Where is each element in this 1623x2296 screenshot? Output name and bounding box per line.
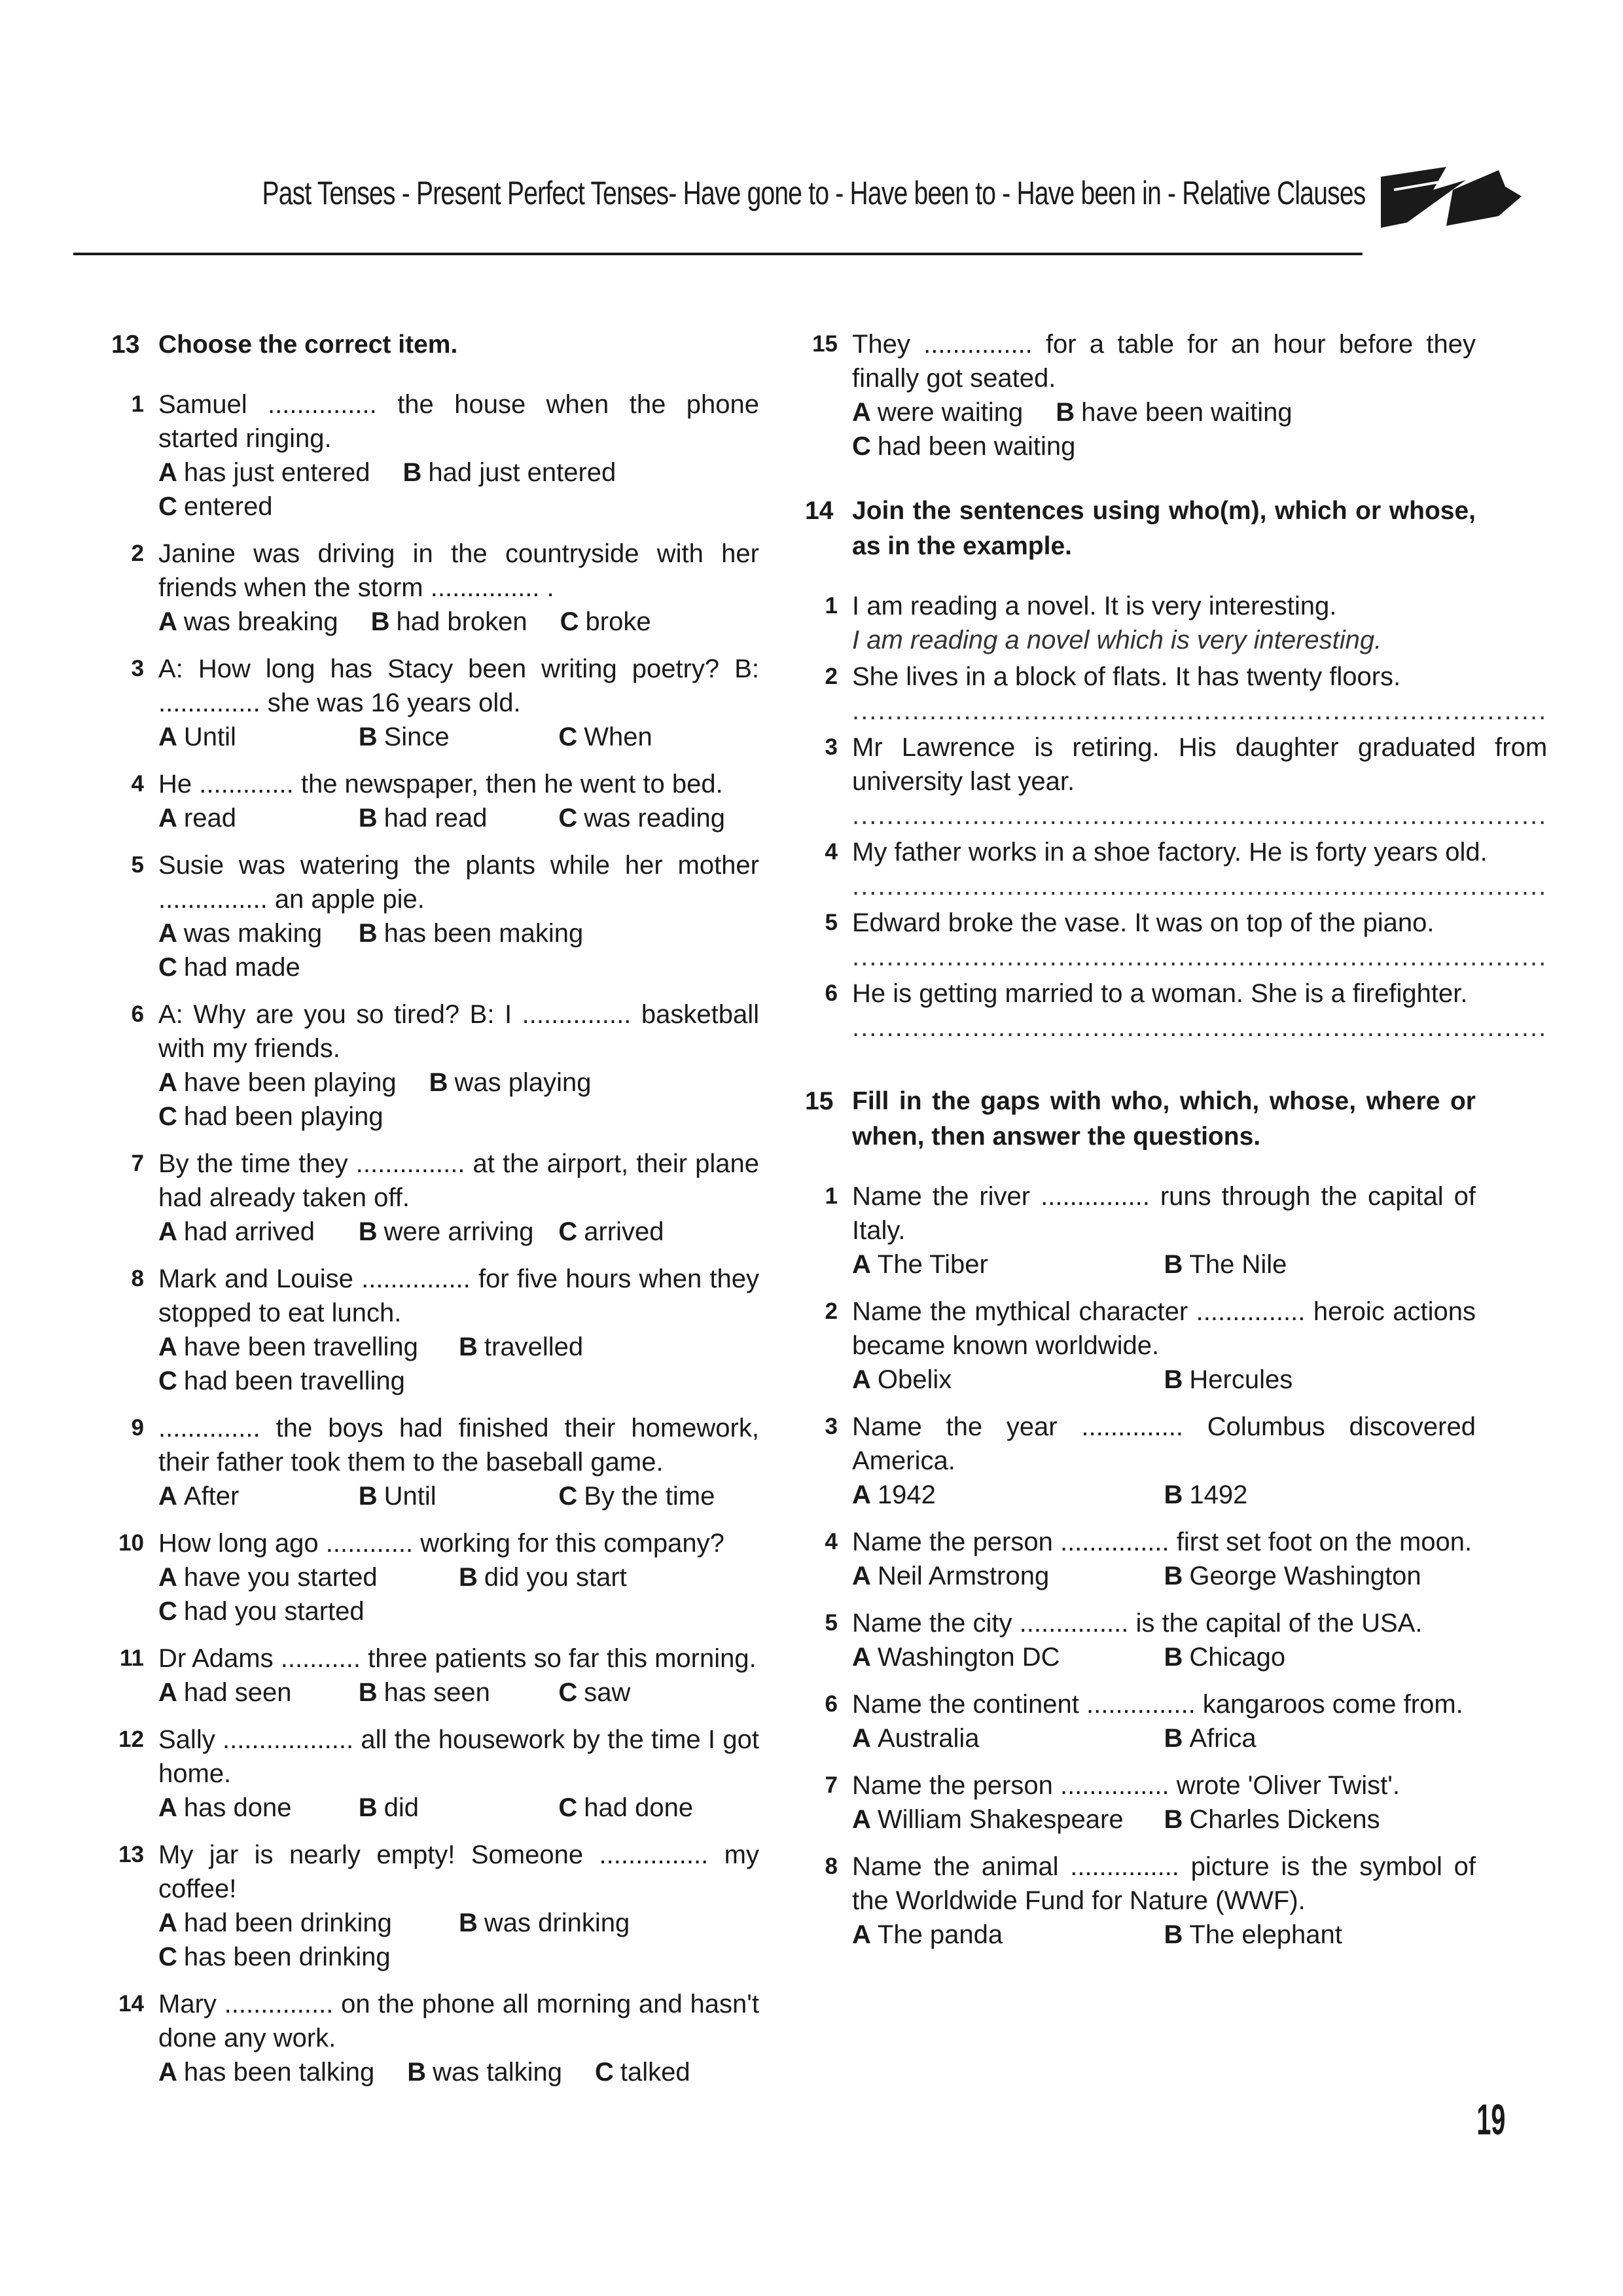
question-number: 1 xyxy=(131,391,144,417)
question-text: Susie was watering the plants while her mother ............... an apple pie. xyxy=(158,851,759,914)
question-text: He ............. the newspaper, then he went to bed. xyxy=(158,770,723,798)
question-item xyxy=(111,1411,759,1513)
option-b[interactable]: B have been waiting xyxy=(1056,398,1293,427)
option-a[interactable]: A were waiting xyxy=(852,398,1024,427)
question-text: Name the mythical character ............... heroic actions became known worldwide. xyxy=(852,1297,1476,1360)
option-a[interactable]: A read xyxy=(158,804,236,833)
option-a[interactable]: A The panda xyxy=(852,1920,1003,1949)
question-number: 12 xyxy=(118,1727,144,1752)
question-item xyxy=(111,848,759,984)
question-text: Name the animal ............... picture is the symbol of the Worldwide Fund for Nature (WWF). xyxy=(852,1852,1476,1915)
option-c[interactable]: C broke xyxy=(560,607,651,636)
question-text: Name the person ............... wrote 'Oliver Twist'. xyxy=(852,1771,1400,1800)
question-text: Mary ............... on the phone all morning and hasn't done any work. xyxy=(158,1990,759,2053)
unit-logo-icon xyxy=(1368,151,1525,242)
question-text: Name the continent ............... kangaroos come from. xyxy=(852,1690,1463,1719)
header-title: Past Tenses - Present Perfect Tenses- Have gone to - Have been to - Have been in - Relative Clauses xyxy=(262,175,1365,211)
question-number: 6 xyxy=(825,1691,838,1717)
option-a[interactable]: A Washington DC xyxy=(852,1643,1060,1672)
question-number: 4 xyxy=(131,771,144,797)
option-c[interactable]: C saw xyxy=(558,1678,631,1707)
question-item xyxy=(805,1410,1476,1512)
answer-line[interactable]: ................................................................................. xyxy=(852,872,1548,901)
question-number: 3 xyxy=(131,656,144,681)
question-text: Janine was driving in the countryside with her friends when the storm ............... . xyxy=(158,539,759,602)
answer-line[interactable]: ................................................................................. xyxy=(852,942,1548,971)
exercise-13-heading xyxy=(111,327,759,363)
question-text: .............. the boys had finished their homework, their father took them to the baseball game. xyxy=(158,1414,759,1477)
option-b[interactable]: B has seen xyxy=(358,1678,490,1707)
question-number: 11 xyxy=(120,1645,144,1671)
question-item xyxy=(111,1526,759,1628)
question-text: My jar is nearly empty! Someone ............... my coffee! xyxy=(158,1840,759,1903)
option-a[interactable]: A 1942 xyxy=(852,1480,936,1509)
question-text: They ............... for a table for an hour before they finally got seated. xyxy=(852,330,1476,393)
option-a[interactable]: A had seen xyxy=(158,1678,292,1707)
option-c[interactable]: C has been drinking xyxy=(158,1943,391,1971)
question-number: 6 xyxy=(131,1001,144,1027)
option-c[interactable]: C When xyxy=(558,723,652,751)
exercise-15-heading xyxy=(805,1084,1476,1155)
option-a[interactable]: A The Tiber xyxy=(852,1250,988,1279)
option-b[interactable]: B has been making xyxy=(358,919,584,948)
question-text: A: Why are you so tired? B: I ............... basketball with my friends. xyxy=(158,1000,759,1063)
question-number: 10 xyxy=(118,1530,144,1556)
option-b[interactable]: B had read xyxy=(358,804,488,833)
example-answer: I am reading a novel which is very interesting. xyxy=(852,626,1382,655)
option-c[interactable]: C had you started xyxy=(158,1597,365,1626)
option-c[interactable]: C entered xyxy=(158,492,273,521)
option-a[interactable]: A had been drinking xyxy=(158,1909,392,1937)
question-item xyxy=(111,1262,759,1398)
question-number: 4 xyxy=(825,1529,838,1554)
option-c[interactable]: C had done xyxy=(558,1793,694,1822)
exercise-number: 13 xyxy=(111,331,140,359)
exercise-instruction: Join the sentences using who(m), which or whose, as in the example. xyxy=(852,497,1476,560)
option-b[interactable]: B Africa xyxy=(1164,1724,1257,1753)
question-text: Name the person ............... first set foot on the moon. xyxy=(852,1528,1472,1556)
question-number: 14 xyxy=(118,1991,144,2017)
option-b[interactable]: B was playing xyxy=(429,1068,592,1097)
option-a[interactable]: A had arrived xyxy=(158,1217,315,1246)
option-b[interactable]: B George Washington xyxy=(1164,1562,1421,1590)
option-a[interactable]: A Obelix xyxy=(852,1365,952,1394)
option-b[interactable]: B did you start xyxy=(459,1563,627,1592)
option-a[interactable]: A has done xyxy=(158,1793,292,1822)
sentence-item xyxy=(805,906,1548,974)
right-column xyxy=(805,327,1548,1965)
answer-line[interactable]: ................................................................................. xyxy=(852,801,1548,830)
sentence-text: I am reading a novel. It is very interesting. xyxy=(852,592,1337,620)
question-text: Name the river ............... runs through the capital of Italy. xyxy=(852,1182,1476,1245)
option-a[interactable]: A After xyxy=(158,1482,240,1511)
sentence-item xyxy=(805,835,1548,903)
option-a[interactable]: A have been playing xyxy=(158,1068,397,1097)
answer-line[interactable]: ................................................................................. xyxy=(852,696,1548,725)
option-a[interactable]: A have been travelling xyxy=(158,1333,418,1361)
question-text: Name the year .............. Columbus discovered America. xyxy=(852,1412,1476,1475)
sentence-text: Mr Lawrence is retiring. His daughter graduated from university last year. xyxy=(852,733,1548,796)
question-text: Sally .................. all the housework by the time I got home. xyxy=(158,1725,759,1788)
question-item xyxy=(111,1987,759,2089)
question-text: Name the city ............... is the capital of the USA. xyxy=(852,1609,1423,1638)
sentence-item xyxy=(805,589,1476,657)
exercise-number: 14 xyxy=(805,497,834,525)
option-a[interactable]: A have you started xyxy=(158,1563,378,1592)
question-item xyxy=(805,1687,1476,1755)
exercise-number: 15 xyxy=(805,1087,834,1115)
exercise-instruction: Fill in the gaps with who, which, whose, where or when, then answer the questions. xyxy=(852,1087,1476,1151)
option-a[interactable]: A Australia xyxy=(852,1724,980,1753)
question-item xyxy=(111,387,759,524)
option-c[interactable]: C had been waiting xyxy=(852,432,1076,461)
option-b[interactable]: B had just entered xyxy=(402,458,616,487)
question-number: 8 xyxy=(131,1266,144,1291)
option-b[interactable]: B The elephant xyxy=(1164,1920,1342,1949)
option-b[interactable]: B travelled xyxy=(459,1333,584,1361)
option-c[interactable]: C had been travelling xyxy=(158,1367,405,1395)
question-item xyxy=(805,1295,1476,1397)
question-number: 9 xyxy=(131,1415,144,1441)
option-b[interactable]: B was drinking xyxy=(459,1909,630,1937)
option-a[interactable]: A was making xyxy=(158,919,323,948)
question-item xyxy=(111,1147,759,1249)
exercise-instruction: Choose the correct item. xyxy=(158,331,458,359)
option-b[interactable]: B 1492 xyxy=(1164,1480,1248,1509)
question-item xyxy=(805,1850,1476,1952)
option-c[interactable]: C had made xyxy=(158,953,300,982)
option-b[interactable]: B Chicago xyxy=(1164,1643,1286,1672)
question-text: By the time they ............... at the airport, their plane had already taken off. xyxy=(158,1149,759,1212)
option-c[interactable]: C had been playing xyxy=(158,1102,383,1131)
question-text: How long ago ............ working for this company? xyxy=(158,1529,724,1558)
option-b[interactable]: B Since xyxy=(358,723,450,751)
question-item xyxy=(805,1768,1476,1837)
option-b[interactable]: B Until xyxy=(358,1482,437,1511)
question-item xyxy=(805,1179,1476,1282)
question-number: 3 xyxy=(825,1414,838,1439)
question-item xyxy=(805,1606,1476,1674)
question-item xyxy=(111,1641,759,1710)
option-c[interactable]: C was reading xyxy=(558,804,725,833)
option-b[interactable]: B The Nile xyxy=(1164,1250,1287,1279)
left-column xyxy=(111,327,759,2102)
sentence-item xyxy=(805,730,1548,833)
sentence-text: My father works in a shoe factory. He is forty years old. xyxy=(852,838,1488,867)
option-a[interactable]: A has just entered xyxy=(158,458,370,487)
option-a[interactable]: A Neil Armstrong xyxy=(852,1562,1050,1590)
question-text: Dr Adams ........... three patients so far this morning. xyxy=(158,1644,757,1673)
option-a[interactable]: A has been talking xyxy=(158,2058,375,2087)
question-text: A: How long has Stacy been writing poetry? B: .............. she was 16 years old. xyxy=(158,655,759,717)
question-number: 1 xyxy=(825,593,838,619)
option-c[interactable]: C talked xyxy=(594,2058,690,2087)
option-c[interactable]: C By the time xyxy=(558,1482,715,1511)
option-b[interactable]: B was talking xyxy=(407,2058,562,2087)
sentence-text: She lives in a block of flats. It has twenty floors. xyxy=(852,662,1401,691)
sentence-item xyxy=(805,977,1548,1045)
question-number: 7 xyxy=(131,1151,144,1176)
question-number: 2 xyxy=(825,664,838,689)
option-c[interactable]: C arrived xyxy=(558,1217,664,1246)
question-item xyxy=(805,1525,1476,1593)
question-number: 8 xyxy=(825,1854,838,1879)
sentence-item xyxy=(805,660,1548,728)
question-number: 2 xyxy=(131,541,144,566)
question-item xyxy=(111,767,759,835)
question-number: 6 xyxy=(825,980,838,1006)
page-number: 19 xyxy=(1476,2095,1505,2144)
question-number: 15 xyxy=(812,331,838,357)
question-number: 3 xyxy=(825,734,838,760)
question-item xyxy=(111,1838,759,1974)
question-item xyxy=(111,997,759,1134)
option-b[interactable]: B had broken xyxy=(370,607,527,636)
question-number: 5 xyxy=(825,910,838,935)
question-item xyxy=(111,1723,759,1825)
question-number: 5 xyxy=(131,852,144,878)
answer-line[interactable]: ................................................................................. xyxy=(852,1013,1548,1042)
option-b[interactable]: B did xyxy=(358,1793,419,1822)
question-item xyxy=(111,537,759,639)
question-number: 13 xyxy=(118,1842,144,1867)
question-text: Mark and Louise ............... for five hours when they stopped to eat lunch. xyxy=(158,1265,759,1327)
option-b[interactable]: B Charles Dickens xyxy=(1164,1805,1380,1834)
question-number: 1 xyxy=(825,1183,838,1209)
question-number: 2 xyxy=(825,1299,838,1324)
option-a[interactable]: A Until xyxy=(158,723,236,751)
question-number: 7 xyxy=(825,1772,838,1798)
question-text: Samuel ............... the house when the phone started ringing. xyxy=(158,390,759,453)
option-a[interactable]: A was breaking xyxy=(158,607,338,636)
option-a[interactable]: A William Shakespeare xyxy=(852,1805,1124,1834)
option-b[interactable]: B were arriving xyxy=(358,1217,534,1246)
question-item xyxy=(111,652,759,754)
header-rule xyxy=(73,253,1363,255)
question-item xyxy=(805,327,1476,463)
question-number: 5 xyxy=(825,1610,838,1636)
question-number: 4 xyxy=(825,839,838,865)
option-b[interactable]: B Hercules xyxy=(1164,1365,1293,1394)
exercise-14-heading xyxy=(805,493,1476,564)
sentence-text: Edward broke the vase. It was on top of the piano. xyxy=(852,908,1435,937)
sentence-text: He is getting married to a woman. She is a firefighter. xyxy=(852,979,1468,1008)
